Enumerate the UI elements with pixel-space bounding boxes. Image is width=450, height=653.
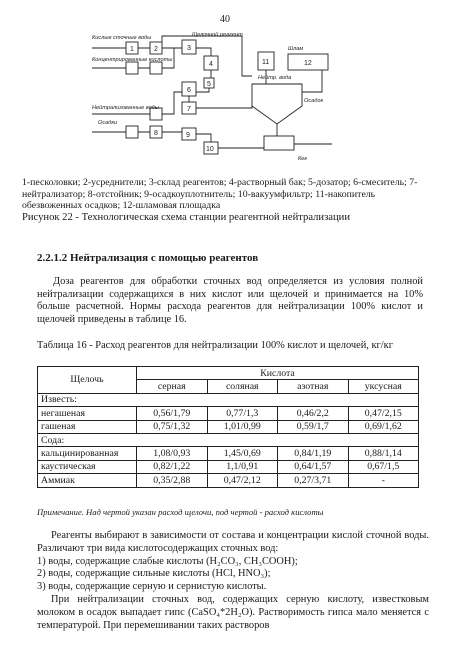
table-cell: 0,82/1,22: [137, 460, 208, 473]
table-cell: 0,84/1,19: [278, 447, 349, 460]
scheme-num-3: 3: [187, 45, 191, 52]
table-col-sulfuric: серная: [137, 380, 208, 393]
scheme-num-12: 12: [304, 60, 312, 67]
table-cell: 1,1/0,91: [207, 460, 278, 473]
scheme-num-4: 4: [209, 61, 213, 68]
figure-title: Рисунок 22 - Технологическая схема станции реагентной нейтрализации: [22, 212, 350, 223]
body-paragraph: Доза реагентов для обработки сточных вод определяется из условия полной нейтрализации содержащихся в них кислот или щелочей и принимается на 10% больше расчетной. Нормы расхода реагентов для нейтрализации 100% кислот и щелочей приведены в таблице 16.: [37, 276, 423, 326]
scheme-label-right-3: Шлам: [288, 46, 304, 52]
scheme-num-11: 11: [262, 59, 270, 66]
scheme-label-bottom: Кек: [298, 156, 308, 162]
process-flow-scheme: [92, 32, 358, 172]
table-row-label: гашеная: [38, 420, 137, 433]
table-group-label: Сода:: [38, 433, 137, 446]
table-cell: 1,45/0,69: [207, 447, 278, 460]
scheme-label-right-2: Осадок: [304, 98, 324, 104]
scheme-box-2b: [150, 62, 162, 74]
table-row: [38, 433, 419, 446]
scheme-num-7: 7: [187, 106, 191, 113]
scheme-label-reagent: Щелочной реагент: [192, 32, 243, 38]
scheme-label-flow-low: Осадки: [98, 120, 118, 126]
table-cell: 0,47/2,12: [207, 474, 278, 487]
scheme-num-8: 8: [154, 130, 158, 137]
table-cell: 0,69/1,62: [348, 420, 419, 433]
table-row-label: Аммиак: [38, 474, 137, 487]
table-group-label: Известь:: [38, 393, 137, 406]
scheme-settler: [252, 84, 302, 124]
list-item: 1) воды, содержащие слабые кислоты (H₂CO₃, CH₃COOH);: [37, 555, 298, 567]
table-row: [38, 407, 419, 420]
table-cell: 0,59/1,7: [278, 420, 349, 433]
table-cell: 0,75/1,32: [137, 420, 208, 433]
table-note: Примечание. Над чертой указан расход щелочи, под чертой - расход кислоты: [37, 507, 324, 517]
scheme-label-flow-mid: Нейтрализованные воды: [92, 105, 159, 111]
scheme-num-9: 9: [186, 132, 190, 139]
table-cell: 0,88/1,14: [348, 447, 419, 460]
page-number: 40: [220, 14, 230, 25]
table-row: [38, 460, 419, 473]
scheme-num-10: 10: [206, 146, 214, 153]
reagent-table: [37, 366, 419, 488]
table-col-acetic: уксусная: [348, 380, 419, 393]
reagent-list: [37, 530, 429, 632]
scheme-label-flow-top-2: Концентрированные кислоты: [92, 57, 173, 63]
scheme-box-filter: [264, 136, 294, 150]
table-cell: 0,27/3,71: [278, 474, 349, 487]
table-cell: 0,56/1,79: [137, 407, 208, 420]
list-tail: При нейтрализации сточных вод, содержащих серную кислоту, известковым молоком в осадок выпадает гипс (CaSO₄*2H₂O). Растворимость гипса мало меняется с температурой. При перемешивании таких растворов: [37, 593, 429, 631]
scheme-box-1c: [126, 126, 138, 138]
table-row-label: кальцинированная: [38, 447, 137, 460]
scheme-box-1b: [126, 62, 138, 74]
table-cell: -: [348, 474, 419, 487]
table-row: [38, 474, 419, 487]
table-cell: 1,01/0,99: [207, 420, 278, 433]
table-row: [38, 420, 419, 433]
scheme-num-1: 1: [130, 46, 134, 53]
table-head-alkali: Щелочь: [38, 367, 137, 394]
figure-caption: 1-песколовки; 2-усреднители; 3-склад реагентов; 4-растворный бак; 5-дозатор; 6-смеситель; 7-нейтрализатор; 8-отстойник; 9-осадкоуплотнитель; 10-вакуумфильтр; 11-накопитель обезвоженных осадков; 12-шламовая площадка: [22, 177, 418, 211]
table-caption: Таблица 16 - Расход реагентов для нейтрализации 100% кислот и щелочей, кг/кг: [37, 340, 393, 351]
table-row: [38, 447, 419, 460]
table-row-label: негашеная: [38, 407, 137, 420]
table-row-label: каустическая: [38, 460, 137, 473]
table-cell: 0,35/2,88: [137, 474, 208, 487]
table-cell: 0,77/1,3: [207, 407, 278, 420]
table-head-acid: Кислота: [137, 367, 419, 380]
table-cell: 0,64/1,57: [278, 460, 349, 473]
table-cell: 0,67/1,5: [348, 460, 419, 473]
scheme-label-flow-top-1: Кислые сточные воды: [92, 35, 152, 41]
table-cell: 0,46/2,2: [278, 407, 349, 420]
scheme-num-6: 6: [187, 87, 191, 94]
section-title: 2.2.1.2 Нейтрализация с помощью реагентов: [37, 252, 259, 264]
list-item: 2) воды, содержащие сильные кислоты (HCl, HNO₃);: [37, 568, 271, 580]
table-cell: 1,08/0,93: [137, 447, 208, 460]
scheme-num-2: 2: [154, 46, 158, 53]
table-row: [38, 393, 419, 406]
table-cell: 0,47/2,15: [348, 407, 419, 420]
scheme-num-5: 5: [207, 81, 211, 88]
table-col-hydrochloric: соляная: [207, 380, 278, 393]
list-intro: Реагенты выбирают в зависимости от состава и концентрации кислой сточной воды. Различают три вида кислотосодержащих сточных вод:: [37, 530, 429, 554]
list-item: 3) воды, содержащие серную и сернистую кислоты.: [37, 581, 267, 593]
scheme-label-right-1: Нейтр. вода: [258, 75, 292, 81]
table-col-nitric: азотная: [278, 380, 349, 393]
